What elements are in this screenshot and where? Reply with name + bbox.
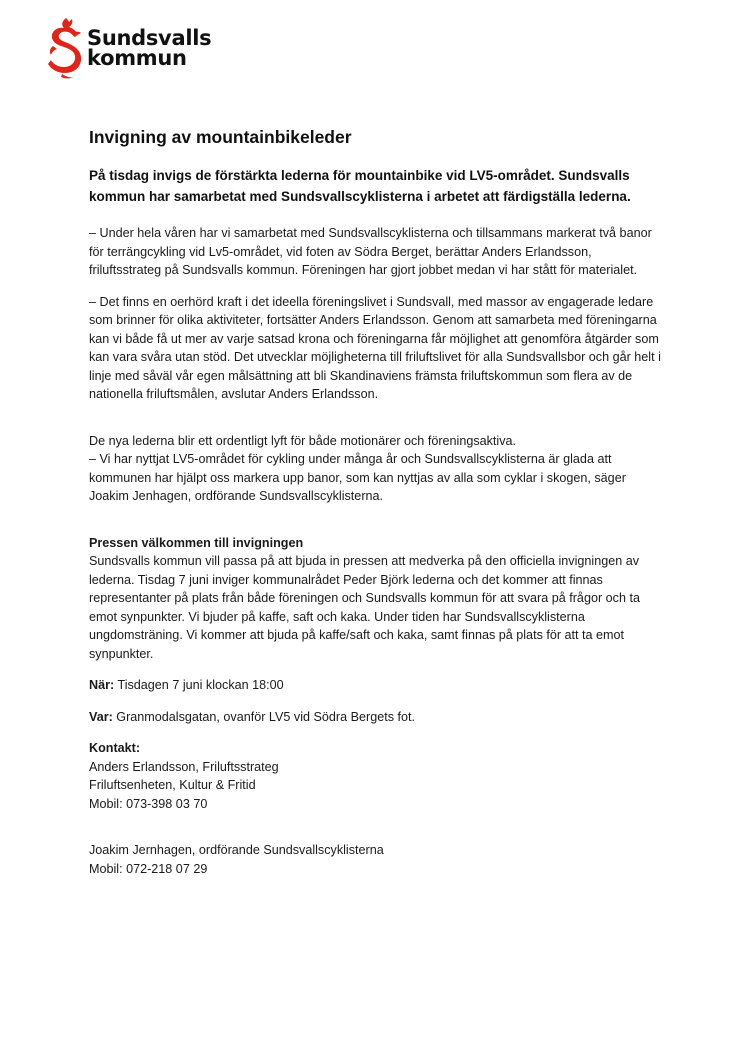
- where-value: Granmodalsgatan, ovanför LV5 vid Södra Bergets fot.: [112, 709, 416, 724]
- brand-wordmark: [87, 28, 211, 68]
- body-paragraph-3-line-1: De nya lederna blir ett ordentligt lyft för både motionärer och föreningsaktiva.: [89, 433, 517, 448]
- contact-2-line-1: Joakim Jernhagen, ordförande Sundsvallscyklisterna: [89, 843, 384, 857]
- event-where: [89, 708, 661, 727]
- contact-block-1: [89, 739, 661, 813]
- event-when: [89, 676, 661, 695]
- brand-name-line2: kommun: [87, 46, 187, 70]
- brand-name-line1: Sundsvalls: [87, 26, 212, 50]
- when-label: När:: [89, 678, 115, 692]
- when-value: Tisdagen 7 juni klockan 18:00: [114, 678, 284, 692]
- press-release: [89, 124, 661, 891]
- contact-1-line-2: Friluftsenheten, Kultur & Fritid: [89, 778, 256, 792]
- body-paragraph-1: – Under hela våren har vi samarbetat med Sundsvallscyklisterna och tillsammans markerat två banor för terrängcykling vid Lv5-området, vid foten av Södra Berget, berättar Anders Erlandsson, friluftsstrateg på Sundsvalls kommun. Föreningen har gjort jobbet medan vi har stått för materialet.: [89, 226, 652, 277]
- contact-2-phone: Mobil: 072-218 07 29: [89, 861, 208, 876]
- press-paragraph: Sundsvalls kommun vill passa på att bjuda in pressen att medverka på den officiella invigningen av lederna. Tisdag 7 juni inviger kommunalrådet Peder Björk lederna och det kommer att finnas representanter på plats från både föreningen och Sundsvalls kommun för att svara på frågor och ta emot synpunkter. Vi bjuder på kaffe, saft och kaka. Under tiden har Sundsvallscyklisterna ungdomsträning. Vi kommer att bjuda på kaffe/saft och kaka, samt finnas på plats för att ta emot synpunkter.: [89, 554, 640, 661]
- body-paragraph-2: – Det finns en oerhörd kraft i det ideella föreningslivet i Sundsvall, med massor av engagerade ledare som brinner för olika aktiviteter, fortsätter Anders Erlandsson. Genom att samarbeta med föreningarna kan vi både få ut mer av varje satsad krona och föreningarna får möjlighet att genomföra åtgärder som kan vara svåra utan stöd. Det utvecklar möjligheterna till friluftslivet för alla Sundsvallsbor och går helt i linje med såväl vår egen målsättning att bli Skandinaviens främsta friluftskommun som flera av de nationella friluftsmålen, avslutar Anders Erlandsson.: [89, 294, 661, 401]
- contact-block-2: [89, 841, 661, 878]
- sundsvalls-kommun-logo: [44, 16, 211, 80]
- where-label: Var:: [89, 709, 113, 724]
- page-title: Invigning av mountainbikeleder: [89, 127, 352, 147]
- sundsvall-dragon-s-icon: [44, 16, 84, 80]
- body-paragraph-3: [89, 432, 661, 506]
- contact-1-line-1: Anders Erlandsson, Friluftsstrateg: [89, 759, 279, 774]
- body-paragraph-3-line-2: – Vi har nyttjat LV5-området för cykling under många år och Sundsvallscyklisterna är glada att kommunen har hjälpt oss markera upp banor, som kan nyttjas av alla som cyklar i skogen, säger Joakim Jenhagen, ordförande Sundsvallscyklisterna.: [89, 452, 626, 503]
- press-heading: Pressen välkommen till invigningen: [89, 535, 304, 550]
- lead-paragraph: På tisdag invigs de förstärkta lederna för mountainbike vid LV5-området. Sundsvalls kommun har samarbetat med Sundsvallscyklisterna i arbetet att färdigställa lederna.: [89, 168, 631, 204]
- contact-heading: Kontakt:: [89, 741, 141, 755]
- contact-1-phone: Mobil: 073-398 03 70: [89, 796, 208, 811]
